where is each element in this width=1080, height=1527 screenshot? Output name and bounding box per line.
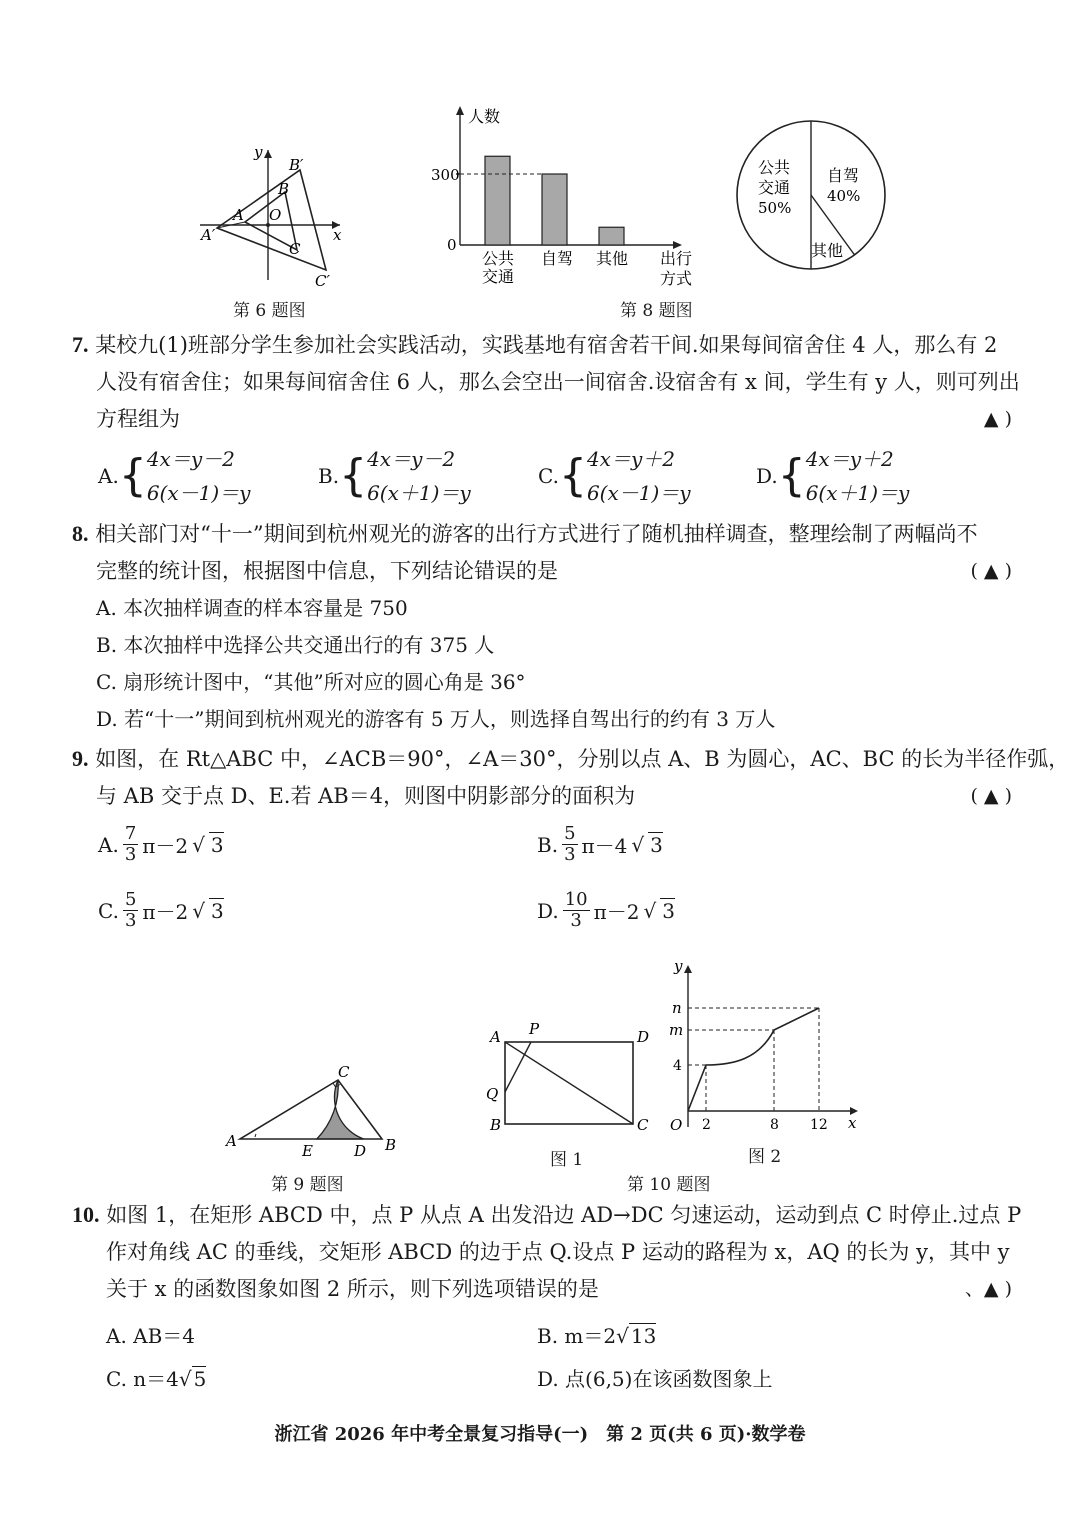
bar-cat1-line2: 交通 [482,267,515,286]
bar-cat3: 其他 [596,249,629,268]
q7-options [98,442,1018,512]
fig10-label-C: C [637,1116,649,1134]
q7-number: 7. [72,332,89,357]
fig2-label-y: y [674,957,683,975]
fig9-label-D: D [354,1142,367,1158]
q10-answer-blank: 、▲ ) [964,1278,1012,1300]
q10-option-c-rad: 5 [193,1367,207,1391]
fig6-label-y: y [254,143,263,161]
fig10-label-Q: Q [486,1085,499,1103]
q9-option-b-label: B. [537,832,559,857]
q8-option-c: C. 扇形统计图中，“其他”所对应的圆心角是 36° [96,670,526,694]
bar-cat2: 自驾 [541,249,574,268]
fig10-sub1: 图 1 [550,1150,584,1170]
q10-option-b-rad: 13 [630,1324,657,1348]
bar-tick-0: 0 [447,236,457,254]
q7-option-b-eq2: 6(x＋1)＝y [367,481,471,505]
q9-option-d-num: 10 [564,889,588,910]
fig9-label-A: A [226,1132,237,1150]
fig6-label-Ap: A′ [201,226,216,244]
q9-option-a: A. $\frac{7}{3}$ π－2 √ 3 [98,823,224,865]
q9-option-c-rad: 3 [211,899,224,923]
fig6-label-O: O [269,206,282,224]
figure-10-1 [480,1018,660,1142]
question-10 [72,1196,1022,1308]
fig2-label-O: O [670,1116,683,1134]
q10-number: 10. [72,1202,100,1227]
fig8-caption: 第 8 题图 [620,301,693,321]
bar-1 [485,156,510,245]
q8-option-b: B. 本次抽样中选择公共交通出行的有 375 人 [96,633,495,657]
q8-option-d: D. 若“十一”期间到杭州观光的游客有 5 万人，则选择自驾出行的约有 3 万人 [96,707,776,731]
fig2-label-4: 4 [673,1058,682,1074]
q7-option-b: B. { 4x＝y－2 6(x＋1)＝y [318,442,471,510]
q8-line1: 相关部门对“十一”期间到杭州观光的游客的出行方式进行了随机抽样调查，整理绘制了两幅尚不 [95,522,978,546]
q9-option-b-num: 5 [564,823,576,844]
q9-option-a-den: 3 [124,844,137,865]
q7-option-a: A. { 4x＝y－2 6(x－1)＝y [98,442,250,510]
q7-line3: 方程组为 [96,407,180,431]
pie-public-1: 公共 [758,158,791,177]
q9-option-c-den: 3 [124,910,137,931]
page-footer: 浙江省 2026 年中考全景复习指导(一) 第 2 页(共 6 页)·数学卷 [274,1424,806,1445]
bar-tick-300: 300 [431,166,460,184]
fig9-label-E: E [302,1142,313,1158]
q10-option-a: A. AB＝4 [106,1324,196,1348]
q7-line2: 人没有宿舍住；如果每间宿舍住 6 人，那么会空出一间宿舍.设宿舍有 x 间，学生有 y 人，则可列出 [96,370,1020,394]
fig10-label-B: B [490,1116,502,1134]
q9-option-a-num: 7 [124,823,137,844]
q10-option-b-text: B. m＝2 [537,1324,617,1348]
q7-option-c-eq1: 4x＝y＋2 [586,447,675,471]
fig10-label-A: A [490,1028,501,1046]
question-7 [72,326,1020,438]
q9-number: 9. [72,746,89,771]
figure-10-2 [664,955,864,1140]
q7-option-c: C. { 4x＝y＋2 6(x－1)＝y [538,442,691,510]
fig6-label-A: A [233,206,244,224]
pie-public-2: 交通 [758,178,791,197]
q9-option-d-den: 3 [570,910,582,931]
figure-8-pie-chart [734,118,889,273]
q10-option-b: B. m＝2√ 13 [537,1324,657,1348]
q7-option-d-eq2: 6(x＋1)＝y [805,481,910,505]
q9-option-c: C. $\frac{5}{3}$ π－2 √ 3 [98,889,224,931]
bar-ylabel: 人数 [468,107,501,126]
bar-2 [542,174,567,245]
pie-other-label: 其他 [811,241,844,260]
q7-option-d-eq1: 4x＝y＋2 [805,447,894,471]
fig6-label-B: B [278,180,290,198]
q7-option-c-eq2: 6(x－1)＝y [586,481,691,505]
q7-option-b-label: B. [318,464,340,488]
fig6-label-x: x [333,226,342,244]
q9-option-a-pi: π－2 [142,834,189,858]
q9-option-d-label: D. [537,898,559,923]
q9-answer-blank: ( ▲ ) [970,785,1012,807]
q9-option-b-den: 3 [564,844,576,865]
q9-option-c-label: C. [98,898,119,923]
q9-option-d-rad: 3 [662,899,675,923]
q7-option-d-label: D. [756,464,778,488]
q8-line2: 完整的统计图，根据图中信息，下列结论错误的是 [96,559,558,583]
q7-option-a-eq1: 4x＝y－2 [146,447,235,471]
figure-9 [220,1058,400,1158]
q7-option-a-eq2: 6(x－1)＝y [146,481,251,505]
fig6-label-Cp: C′ [315,272,330,290]
bar-xlabel-1: 出行 [660,249,693,268]
q10-line3: 关于 x 的函数图象如图 2 所示，则下列选项错误的是 [106,1277,599,1301]
q10-option-c: C. n＝4√ 5 [106,1367,207,1391]
q7-option-d: D. { 4x＝y＋2 6(x＋1)＝y [756,442,909,510]
fig2-label-2: 2 [702,1117,711,1133]
question-8 [72,515,1012,738]
q7-line1: 某校九(1)班部分学生参加社会实践活动，实践基地有宿舍若干间.如果每间宿舍住 4 人，那么有 2 [95,333,998,357]
fig10-label-D: D [637,1028,650,1046]
q8-number: 8. [72,521,89,546]
q10-line1: 如图 1，在矩形 ABCD 中，点 P 从点 A 出发沿边 AD→DC 匀速运动，运动到点 C 时停止.过点 P [106,1203,1022,1227]
fig9-caption: 第 9 题图 [271,1175,344,1195]
bar-3 [599,227,624,245]
q8-option-a: A. 本次抽样调查的样本容量是 750 [96,596,408,620]
pie-self-pct: 40% [827,187,861,205]
q10-option-d: D. 点(6,5)在该函数图象上 [537,1367,773,1391]
fig9-label-B: B [385,1136,397,1154]
fig10-label-P: P [529,1020,540,1038]
fig2-label-8: 8 [770,1117,779,1133]
q9-option-a-rad: 3 [210,833,224,857]
fig2-label-12: 12 [810,1117,828,1133]
fig2-label-n: n [672,999,682,1017]
figure-8-bar-chart [420,100,720,290]
question-9 [72,740,1070,815]
figure-6 [190,140,360,290]
bar-cat1-line1: 公共 [482,249,515,268]
fig10-caption: 第 10 题图 [627,1175,711,1195]
q7-option-b-eq1: 4x＝y－2 [367,447,456,471]
q9-option-b-rad: 3 [650,833,663,857]
q7-option-a-label: A. [98,464,119,488]
q7-option-c-label: C. [538,464,559,488]
q7-answer-blank: ▲ ) [983,408,1012,430]
bar-xlabel-2: 方式 [660,269,693,288]
fig6-label-Bp: B′ [289,156,304,174]
q10-option-c-text: C. n＝4 [106,1367,179,1391]
q9-option-c-num: 5 [124,889,137,910]
pie-public-pct: 50% [758,199,792,217]
q9-line2: 与 AB 交于点 D、E.若 AB＝4，则图中阴影部分的面积为 [96,784,636,808]
q9-option-c-pi: π－2 [142,900,189,924]
q10-line2: 作对角线 AC 的垂线，交矩形 ABCD 的边于点 Q.设点 P 运动的路程为 x，AQ 的长为 y，其中 y [106,1240,1010,1264]
q9-option-b: B. $\frac{5}{3}$ π－4 √ 3 [537,823,663,865]
q9-line1: 如图，在 Rt△ABC 中，∠ACB＝90°，∠A＝30°，分别以点 A、B 为圆心，AC、BC 的长为半径作弧， [95,747,1070,771]
fig2-label-x: x [848,1114,857,1132]
function-graph [688,1008,819,1111]
q9-option-d: D. $\frac{10}{3}$ π－2 √ 3 [537,889,675,931]
fig10-sub2: 图 2 [748,1147,782,1167]
fig2-label-m: m [669,1021,684,1039]
q8-answer-blank: ( ▲ ) [970,560,1012,582]
fig9-label-C: C [338,1063,350,1081]
q9-option-b-pi: π－4 [581,834,628,858]
q9-option-d-pi: π－2 [593,900,640,924]
fig6-caption: 第 6 题图 [233,301,306,321]
pie-self-label: 自驾 [827,166,860,185]
q9-option-a-label: A. [98,832,119,857]
fig6-label-C: C [289,240,301,258]
triangle-ABC [240,1080,382,1139]
